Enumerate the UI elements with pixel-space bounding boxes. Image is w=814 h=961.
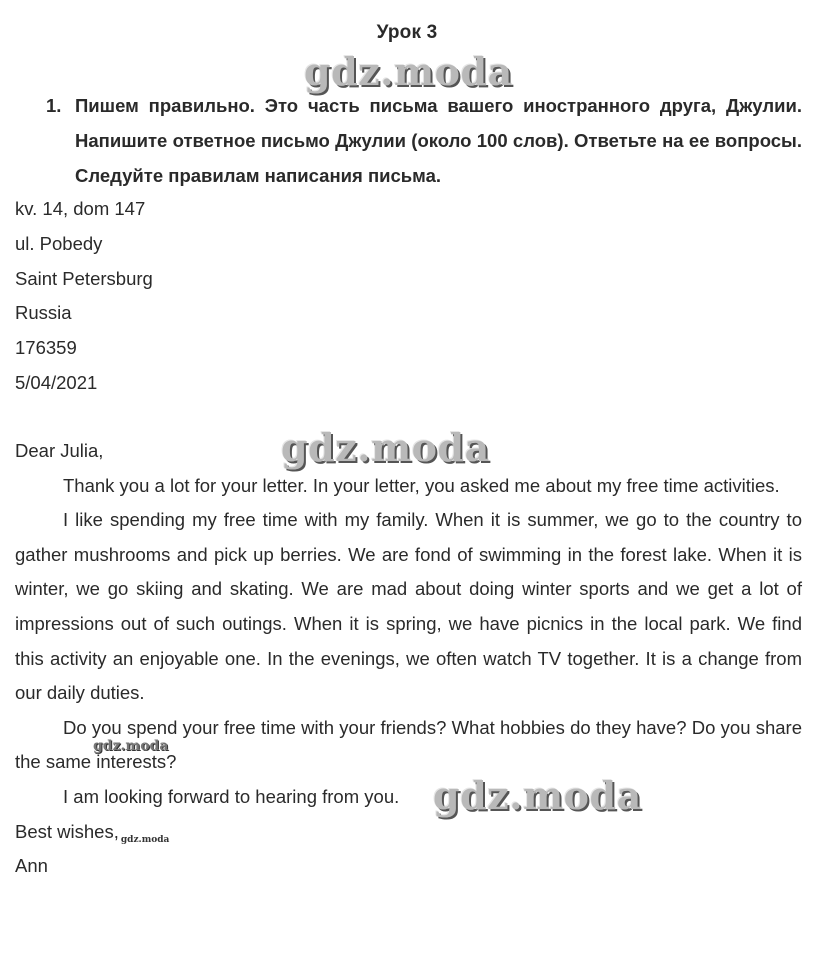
watermark-middle: gdz.moda [281,425,490,470]
task-text: Пишем правильно. Это часть письма вашего иностранного друга, Джулии. Напишите ответное письмо Джулии (около 100 слов). Ответьте на ее вопросы. Следуйте правилам написания письма. [75,95,802,186]
letter-closing-text: Best wishes, [15,820,119,842]
watermark-tiny: gdz.moda [120,834,170,845]
letter-signature: Ann [15,855,48,877]
address-apartment: kv. 14, dom 147 [15,198,146,219]
letter-paragraph-main: I like spending my free time with my family. When it is summer, we go to the country to gather mushrooms and pick up berries. We are fond of swimming in the forest lake. When it is winter, we go skiing and skating. We are mad about doing winter sports and we get a lot of impressions out of such outings. When it is spring, we have picnics in the local park. We find this activity an enjoyable one. In the evenings, we often watch TV together. It is a change from our daily duties. [15,509,802,704]
address-postcode: 176359 [15,337,77,359]
watermark-small: gdz.moda [93,738,169,754]
task-instruction [46,88,802,193]
letter-date: 5/04/2021 [15,371,98,393]
sender-address [15,192,153,401]
letter-paragraph-questions: Do you spend your free time with your friends? What hobbies do they have? Do you share the same interests? [15,716,802,773]
letter-closing [15,815,802,850]
letter-paragraph-intro: Thank you a lot for your letter. In your letter, you asked me about my free time activities. [63,474,780,496]
letter-body [15,434,802,884]
lesson-title: Урок 3 [376,22,438,43]
task-number: 1. [46,95,62,116]
address-street: ul. Pobedy [15,232,103,254]
letter-greeting: Dear Julia, [15,440,104,461]
watermark-bottom: gdz.moda [433,773,642,818]
letter-paragraph-closing: I am looking forward to hearing from you. [63,785,400,807]
address-country: Russia [15,302,72,324]
address-city: Saint Petersburg [15,267,153,289]
watermark-top: gdz.moda [304,49,513,94]
